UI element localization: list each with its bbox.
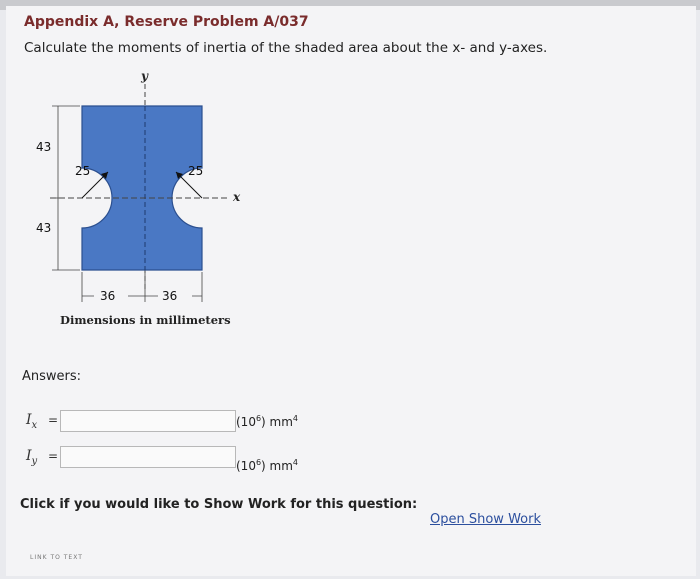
show-work-prompt: Click if you would like to Show Work for this question: <box>20 497 418 512</box>
shaded-area-figure <box>30 66 270 336</box>
ix-unit: $(10^6)$ $mm^4$ <box>236 414 299 429</box>
x-axis-label: x <box>233 190 241 204</box>
radius-label-right: 25 <box>188 164 204 178</box>
link-to-text[interactable]: LINK TO TEXT <box>30 554 83 561</box>
ix-input[interactable] <box>60 410 236 432</box>
ix-variable: $I_x$ <box>26 412 38 431</box>
iy-input[interactable] <box>60 446 236 468</box>
open-show-work-link[interactable]: Open Show Work <box>430 512 541 527</box>
iy-unit: $(10^6)$ $mm^4$ <box>236 458 299 473</box>
dim-bottom-height-label: 43 <box>36 221 52 235</box>
dim-top-height-label: 43 <box>36 140 52 154</box>
y-axis-label: y <box>141 69 148 83</box>
problem-question: Calculate the moments of inertia of the shaded area about the x- and y-axes. <box>24 40 548 56</box>
problem-title: Appendix A, Reserve Problem A/037 <box>24 14 309 30</box>
iy-variable: $I_y$ <box>26 448 38 467</box>
ix-equals: = <box>48 413 59 427</box>
radius-label-left: 25 <box>75 164 91 178</box>
answers-label: Answers: <box>22 369 82 384</box>
shaded-shape <box>82 106 202 270</box>
iy-equals: = <box>48 449 59 463</box>
dim-right-width-label: 36 <box>162 289 178 303</box>
dim-left-width-label: 36 <box>100 289 116 303</box>
figure-caption: Dimensions in millimeters <box>60 313 231 327</box>
